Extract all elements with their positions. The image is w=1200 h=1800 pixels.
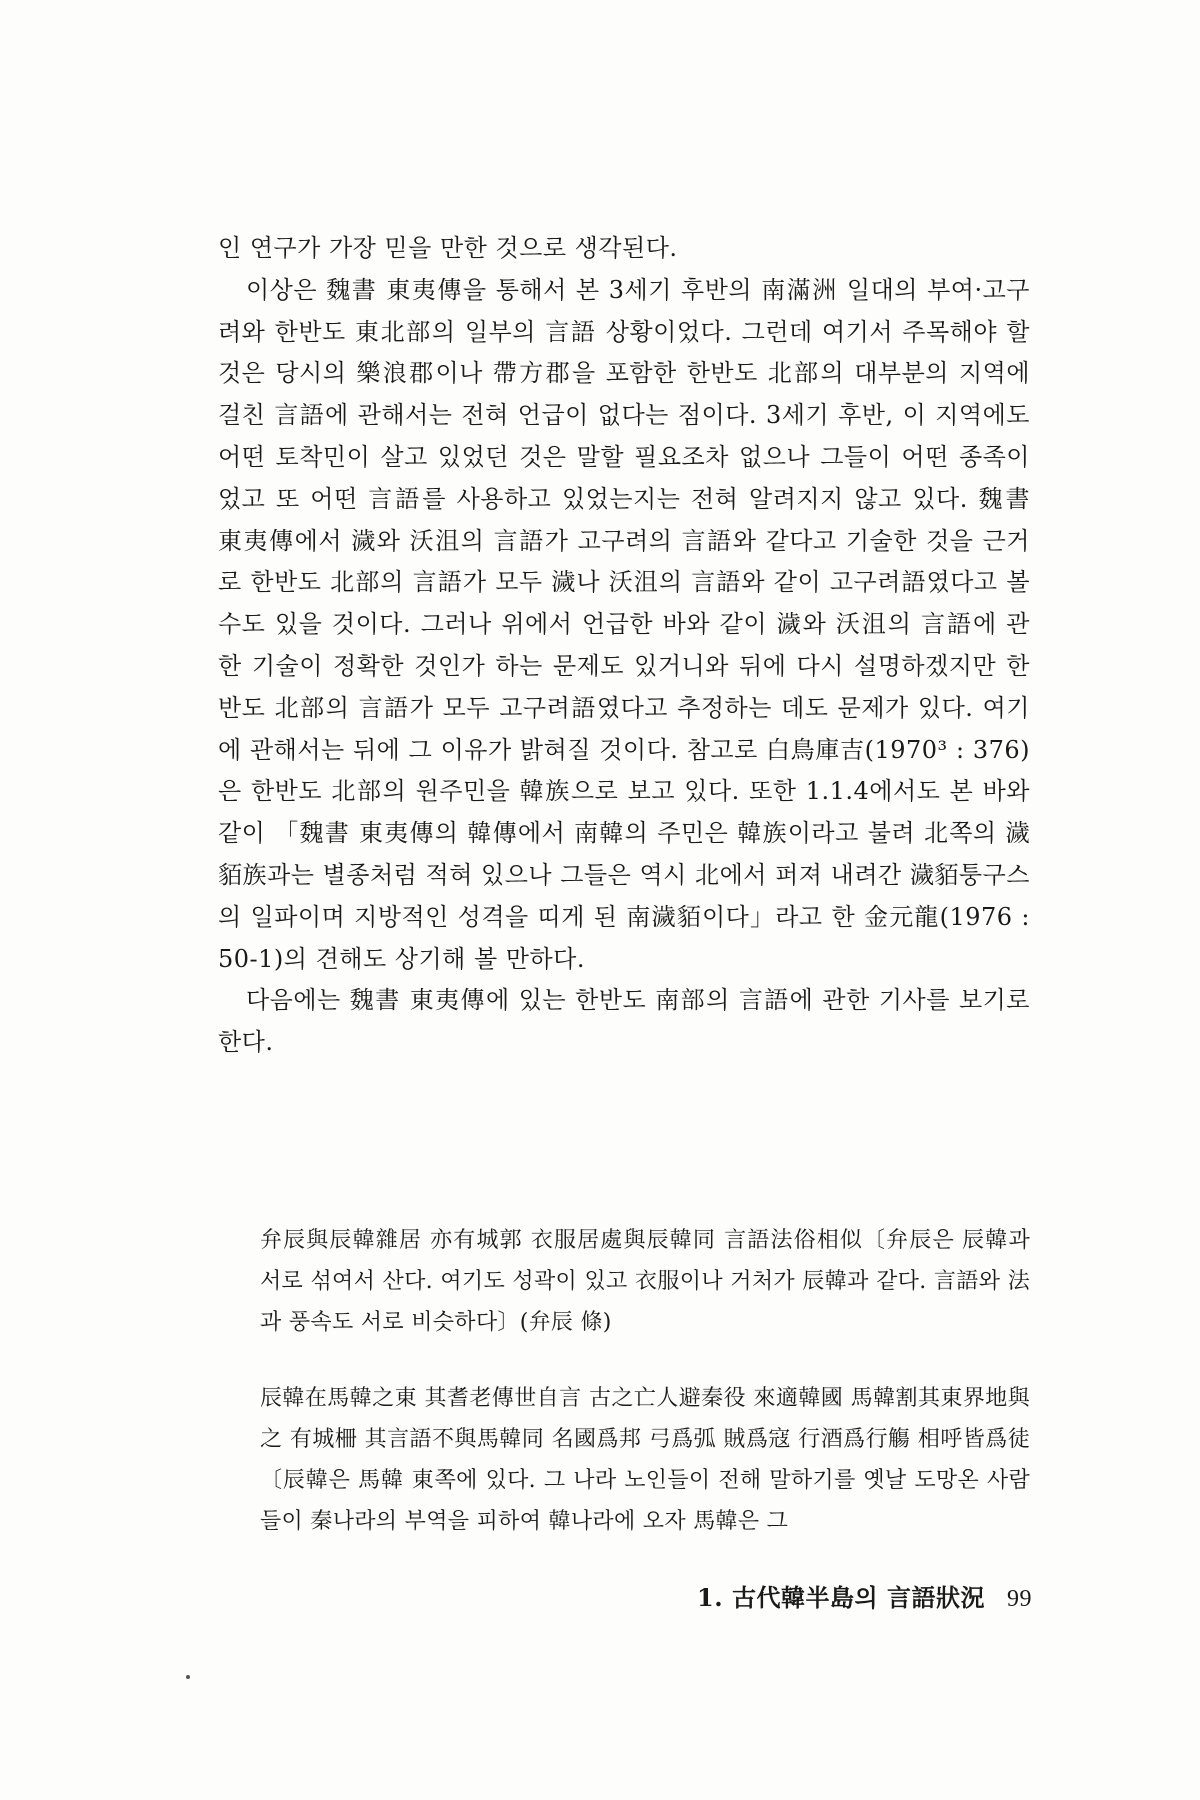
paragraph-continuation: 인 연구가 가장 믿을 만한 것으로 생각된다. [218,234,678,262]
running-footer-section: 1. 古代韓半島의 言語狀況 [697,1583,985,1612]
page-footer [697,1578,1032,1613]
main-text [218,228,1030,1064]
quote-text: 辰韓在馬韓之東 其耆老傳世自言 古之亡人避秦役 來適韓國 馬韓割其東界地與之 有城柵 其言語不與馬韓同 名國爲邦 弓爲弧 賊爲寇 行酒爲行觴 相呼皆爲徒〔辰韓은 馬韓 東쪽에 있다. 그 나라 노인들이 전해 말하기를 옛날 도망온 사람들이 秦나라의 부역을 피하여 韓나라에 오자 馬韓은 그 [260,1386,1030,1534]
paragraph-next-intro: 다음에는 魏書 東夷傳에 있는 한반도 南部의 言語에 관한 기사를 보기로 한다. [218,986,1030,1057]
quote-block-byeonjin [260,1220,1030,1343]
quote-block-jinhan [260,1378,1030,1542]
page-number: 99 [1007,1586,1032,1612]
quote-text: 弁辰與辰韓雜居 亦有城郭 衣服居處與辰韓同 言語法俗相似〔弁辰은 辰韓과 서로 섞여서 산다. 여기도 성곽이 있고 衣服이나 거처가 辰韓과 같다. 言語와 法과 풍속도 서로 비슷하다〕(弁辰 條) [260,1228,1030,1335]
paragraph-weishu-language: 이상은 魏書 東夷傳을 통해서 본 3세기 후반의 南滿洲 일대의 부여·고구려와 한반도 東北部의 일부의 言語 상황이었다. 그런데 여기서 주목해야 할 것은 당시의 樂浪郡이나 帶方郡을 포함한 한반도 北部의 대부분의 지역에 걸친 言語에 관해서는 전혀 언급이 없다는 점이다. 3세기 후반, 이 지역에도 어떤 토착민이 살고 있었던 것은 말할 필요조차 없으나 그들이 어떤 종족이었고 또 어떤 言語를 사용하고 있었는지는 전혀 알려지지 않고 있다. 魏書 東夷傳에서 濊와 沃沮의 言語가 고구려의 言語와 같다고 기술한 것을 근거로 한반도 北部의 言語가 모두 濊나 沃沮의 言語와 같이 고구려語였다고 볼 수도 있을 것이다. 그러나 위에서 언급한 바와 같이 濊와 沃沮의 言語에 관한 기술이 정확한 것인가 하는 문제도 있거니와 뒤에 다시 설명하겠지만 한반도 北部의 言語가 모두 고구려語였다고 추정하는 데도 문제가 있다. 여기에 관해서는 뒤에 그 이유가 밝혀질 것이다. 참고로 白鳥庫吉(1970³ : 376)은 한반도 北部의 원주민을 韓族으로 보고 있다. 또한 1.1.4에서도 본 바와 같이 「魏書 東夷傳의 韓傳에서 南韓의 주민은 韓族이라고 불려 北쪽의 濊貊族과는 별종처럼 적혀 있으나 그들은 역시 北에서 퍼져 내려간 濊貊퉁구스의 일파이며 지방적인 성격을 띠게 된 南濊貊이다」라고 한 金元龍(1976 : 50-1)의 견해도 상기해 볼 만하다. [218,275,1030,973]
scan-speck [186,1675,190,1679]
